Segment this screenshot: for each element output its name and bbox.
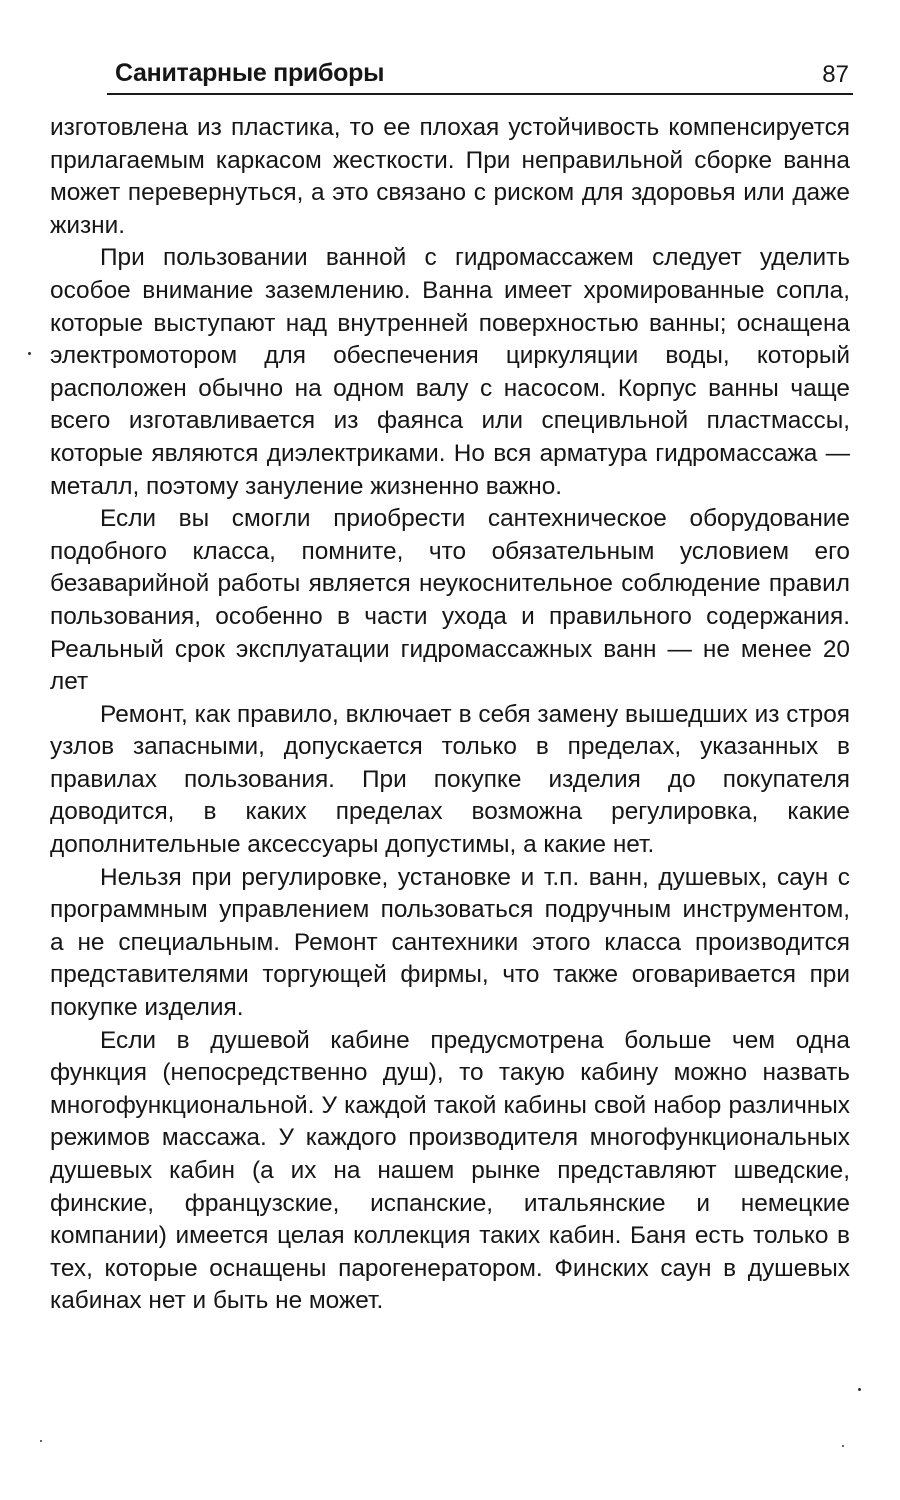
scan-speck [40, 1440, 42, 1442]
paragraph: Нельзя при регулировке, установке и т.п. ванн, душевых, саун с программным управлением пользоваться подручным инструментом, а не специальным. Ремонт сантехники этого класса производится представителями торгующей фирмы, что также оговаривается при покупке изделия. [50, 863, 850, 1022]
scan-speck [842, 1445, 844, 1447]
paragraph: изготовлена из пластика, то ее плохая устойчивость компенсируется прилагаемым каркасом жесткости. При неправильной сборке ванна может перевернуться, а это связано с риском для здоровья или даже жизни. [50, 114, 850, 239]
scan-speck [858, 1388, 861, 1391]
paragraph: Ремонт, как правило, включает в себя замену вышедших из строя узлов запасными, допускается только в пределах, указанных в правилах пользования. При покупке изделия до покупателя доводится, в каких пределах возможна регулировка, какие дополнительные аксессуары допустимы, а какие нет. [50, 700, 850, 859]
body-text [50, 112, 850, 1318]
paragraph: Если вы смогли приобрести сантехническое оборудование подобного класса, помните, что обязательным условием его безаварийной работы является неукоснительное соблюдение правил пользования, особенно в части ухода и правильного содержания. Реальный срок эксплуатации гидромассажных ванн — не менее 20 лет [50, 505, 850, 696]
paragraph: При пользовании ванной с гидромассажем следует уделить особое внимание заземлению. Ванна имеет хромированные сопла, которые выступают над внутренней поверхностью ванны; оснащена электромотором для обеспечения циркуляции воды, который расположен обычно на одном валу с насосом. Корпус ванны чаще всего изготавливается из фаянса или специвльной пластмассы, которые являются диэлектриками. Но вся арматура гидромассажа — металл, поэтому зануление жизненно важно. [50, 244, 850, 500]
paragraph: Если в душевой кабине предусмотрена больше чем одна функция (непосредственно душ), то такую кабину можно назвать многофункциональной. У каждой такой кабины свой набор различных режимов массажа. У каждого производителя многофункциональных душевых кабин (а их на нашем рынке представляют шведские, финские, французские, испанские, итальянские и немецкие компании) имеется целая коллекция таких кабин. Баня есть только в тех, которые оснащены парогенератором. Финских саун в душевых кабинах нет и быть не может. [50, 1026, 850, 1315]
chapter-title: Санитарные приборы [115, 59, 385, 87]
scan-speck [28, 352, 31, 355]
running-header [107, 55, 853, 95]
page-number: 87 [822, 61, 849, 88]
